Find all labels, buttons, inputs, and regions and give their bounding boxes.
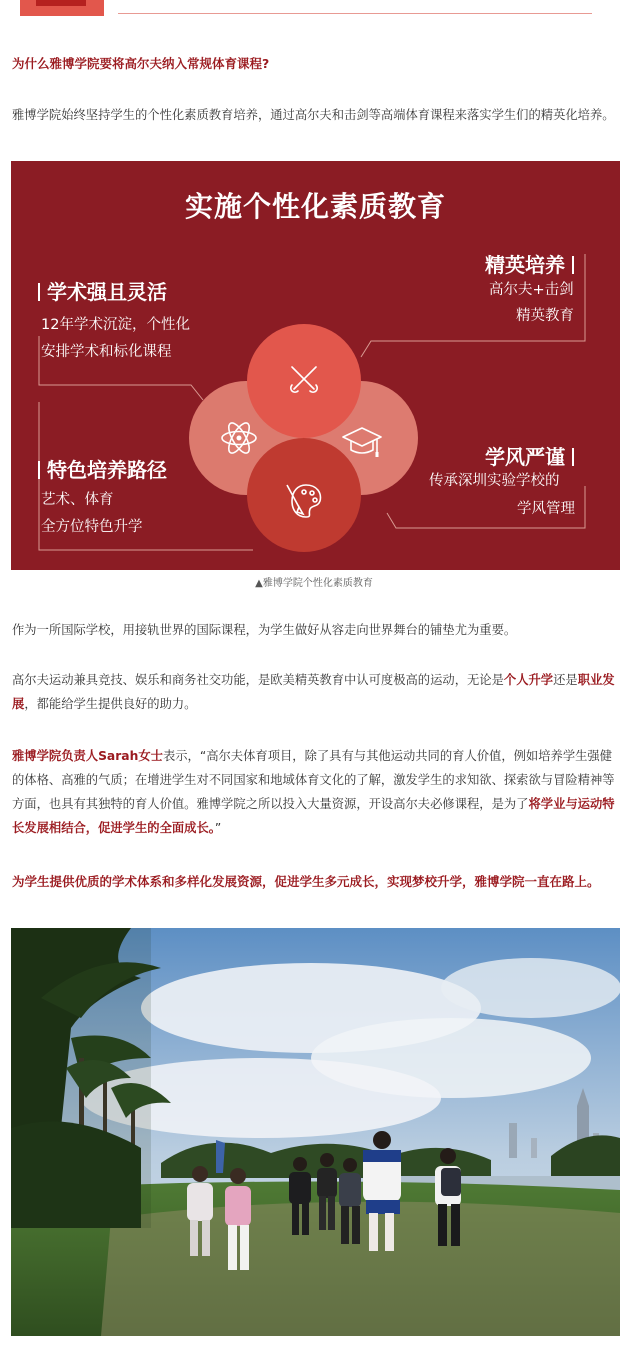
- featured-line-2: 全方位特色升学: [41, 519, 143, 535]
- quote-highlight: 将学业与运动特长发展相结合，促进学生的全面成长。: [12, 797, 615, 835]
- paragraph-3: 雅博学院负责人Sarah女士表示，“高尔夫体育项目，除了具有与其他运动共同的育人价值，例如培养学生强健的体格、高雅的气质；在增进学生对不同国家和地域体育文化的了解，激发学生的求知欲、探索欲与冒险精神等方面，也具有其独特的育人价值。雅博学院之所以投入大量资源，开设高尔夫必修课程，是为了将学业与运动特长发展相结合，促进学生的全面成长。”: [12, 749, 615, 835]
- closing-statement: 为学生提供优质的学术体系和多样化发展资源，促进学生多元成长，实现梦校升学，雅博学院一直在路上。: [12, 874, 600, 889]
- image-caption: ▲雅博学院个性化素质教育: [255, 578, 373, 589]
- intro-paragraph: 雅博学院始终坚持学生的个性化素质教育培养，通过高尔夫和击剑等高端体育课程来落实学生们的精英化培养。: [12, 108, 615, 122]
- ethos-heading: 学风严谨: [485, 441, 574, 470]
- elite-line-2: 精英教育: [516, 308, 574, 324]
- paragraph-1: 作为一所国际学校，用接轨世界的国际课程，为学生做好从容走向世界舞台的铺垫尤为重要。: [12, 623, 517, 637]
- highlight-career: 职业发展: [12, 673, 615, 711]
- atom-icon: [219, 418, 259, 458]
- ethos-line-1: 传承深圳实验学校的: [429, 473, 560, 489]
- ethos-line-2: 学风管理: [517, 501, 575, 517]
- fencing-icon: [286, 361, 322, 397]
- paragraph-2: 高尔夫运动兼具竞技、娱乐和商务社交功能，是欧美精英教育中认可度极高的运动，无论是个人升学还是职业发展，都能给学生提供良好的助力。: [12, 673, 615, 711]
- header-decoration-notch: [36, 0, 86, 6]
- header-divider: [118, 13, 592, 14]
- graduation-cap-icon: [341, 423, 383, 463]
- golf-course-photo: [11, 928, 620, 1336]
- featured-line-1: 艺术、体育: [41, 492, 114, 508]
- academic-line-1: 12年学术沉淀，个性化: [41, 317, 190, 333]
- infographic: [11, 161, 620, 570]
- highlight-admission: 个人升学: [503, 673, 554, 687]
- elite-line-1: 高尔夫+击剑: [489, 282, 574, 298]
- infographic-title: 实施个性化素质教育: [184, 190, 446, 223]
- academic-line-2: 安排学术和标化课程: [41, 344, 172, 360]
- featured-heading: 特色培养路径: [38, 454, 167, 483]
- academic-heading: 学术强且灵活: [38, 276, 167, 305]
- section-question: 为什么雅博学院要将高尔夫纳入常规体育课程?: [12, 56, 270, 71]
- speaker-name: 雅博学院负责人Sarah女士: [12, 749, 163, 763]
- elite-heading: 精英培养: [485, 249, 574, 278]
- palette-icon: [282, 479, 324, 521]
